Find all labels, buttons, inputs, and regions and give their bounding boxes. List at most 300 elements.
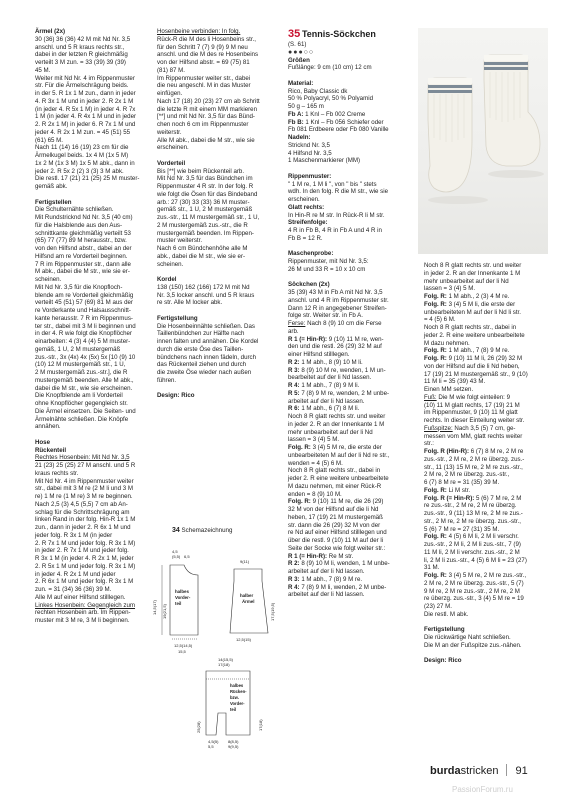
schema-h-left: 25(28) (196, 721, 201, 733)
text-line: Folg. R: Li M str. (424, 486, 471, 494)
text-line: jeder 2. R 5x 2 (2) 3 (3) 3 M abk. (35, 167, 124, 175)
text-line: einfügen. (157, 90, 183, 97)
text-line: (23) 27 M. (424, 603, 452, 610)
text-line: = 4 (5) 6 M. (424, 316, 456, 324)
text-line: annähen. (35, 423, 61, 431)
text-line: Maschenprobe: (288, 250, 334, 258)
text-line: " 1 M re, 1 M li ", von " bis " stets (288, 180, 377, 188)
text-line: heben, 17 (19) 21 M mustergemäß (288, 513, 383, 521)
brand-rest: stricken (460, 765, 499, 777)
schema-sleeve-line2: Ärmel (242, 599, 255, 604)
text-line: Ärmelnähte schließen. Die Knöpfe (35, 415, 129, 423)
text-line: Größen (288, 56, 310, 64)
text-line: scheinen. (157, 260, 184, 268)
text-line: Rippenmuster 4 R str. In der folg. R (157, 183, 254, 190)
schema-left-b: 19(21,5) (162, 604, 167, 619)
text-line: dabei die M str., wie sie erscheinen. (35, 384, 133, 392)
text-line: str., 11 (13) 15 M re, 2 M re zus.-str., (424, 463, 523, 471)
schema-drawing (150, 535, 288, 765)
text-line: re überzg. zus.-str., 3 (4) 5 M re = 19 (424, 595, 524, 603)
text-line: R 3x 1 M (in jeder 4. R 2x 1 M, jeder (35, 555, 134, 562)
text-line: Fertigstellung (157, 314, 198, 322)
text-line: 7 R im Rippenmuster str., dann alle (35, 260, 131, 268)
text-line: Kordel (157, 276, 177, 283)
text-line: jeder 2. R eine weitere unbearbeitete (288, 475, 389, 482)
text-line: das Rückenteil ziehen und durch (157, 361, 247, 369)
text-line: R 4: 7 (8) 9 M li, wenden, 2 M unbe- (288, 583, 387, 591)
section-title: Tennis-Söckchen (301, 29, 376, 39)
text-line: weiterstr. (157, 128, 182, 136)
schema-number: 34 (172, 527, 180, 534)
text-line: (10) 12 M mustergemäß str., 1 U, (35, 361, 126, 369)
text-line: über die restl. 9 (10) 11 M auf der li (288, 537, 384, 544)
schema-h-bot-a: 4,5(5) (208, 739, 219, 744)
text-line (288, 165, 413, 173)
text-line: bearbeitet auf der li Nd lassen. (288, 374, 372, 382)
text-line: 1 M (in jeder 4. R 4x 1 M und in jeder (35, 113, 137, 121)
text-line: M abk., dabei die M str., wie sie er- (35, 268, 130, 276)
text-line: Einen MM setzen. (424, 386, 474, 393)
text-line: (61) 65 M. (35, 136, 63, 144)
text-line: zus.-str., 2 M li, 2 M li zus.-str., 7 (9) (424, 541, 521, 548)
text-line: 138 (150) 162 (166) 172 M mit Nd (157, 283, 250, 291)
text-line: mustergemäß beenden. Im Rippen- (157, 229, 254, 237)
text-line: R 4: 1 M abh., 7 (8) 9 M li. (288, 382, 360, 389)
schema-arm-bot: 12,5(15) (236, 637, 251, 642)
text-line: Noch 8 R glatt rechts str. und weiter (424, 262, 522, 269)
text-line: Fb B: 1 Knl – Fb 056 Schiefer oder (288, 118, 384, 126)
text-line: 9 M re, 2 M re zus.-str., 2 M re, 2 M (424, 587, 520, 595)
text-line: wenden = 4 (5) 6 M. (288, 459, 343, 467)
text-line: Nach 6 cm Bündchenhöhe alle M (157, 245, 248, 252)
text-line: muster weiterstr. (157, 237, 203, 245)
text-line: Folg. R (Hin-R): 6 (7) 8 M re, 2 M re (424, 448, 524, 455)
text-line: von den Hilfsnd abstr., dabei an der (35, 245, 132, 252)
text-line: 32 M von der Hilfsnd auf die li Nd (288, 506, 379, 513)
text-line: ohne Knopflöcher gegengleich str. (35, 400, 128, 407)
text-line: Folg. R (= Hin-R): 5 (6) 7 M re, 2 M (424, 494, 522, 502)
text-line: 2 M mustergemäß zus.-str.], die R (35, 369, 128, 376)
schema-top-b: (5,5) (172, 554, 181, 559)
watermark: PassionForum.ru (452, 785, 513, 794)
schema-h-bot-c: 8(8,5) (228, 739, 239, 744)
schema-label: Schemazeichnung (181, 527, 233, 534)
text-line: von der Hilfsnd auf die li Nd heben, (424, 362, 520, 370)
schema-trousers-line4: Vorder- (230, 701, 245, 706)
text-line: Linkes Hosenbein: Gegengleich zum (35, 601, 136, 609)
text-line (35, 191, 155, 199)
text-line: dabei in der letzten R gleichmäßig (35, 51, 128, 59)
text-line: abk., dabei die M str., wie sie er- (157, 252, 246, 260)
text-line: str. Für die Ärmelschrägung beids. (35, 82, 129, 90)
text-line: unbearbeiteten M auf der li Nd li str. (424, 308, 521, 316)
text-line: Mit Rundstricknd Nd Nr. 3,5 (40 cm) (35, 214, 133, 221)
text-line: arbeitet auf der li Nd lassen. (288, 568, 365, 575)
text-line: chen noch 6 cm im Rippenmuster (157, 121, 249, 128)
text-line: Die Ärmel einsetzen. Die Seiten- und (35, 407, 136, 415)
schema-h-top: 14(15,5) (218, 657, 233, 662)
text-line: Folg. R: 9 (10) 11 M re, die 26 (29) (288, 498, 384, 506)
text-line: Mit Nd Nr. 3,5 für die Knopfloch- (35, 283, 123, 291)
text-line: in der 4. R wie folgt die Knopflöcher (35, 330, 132, 338)
text-line: den und die restl. 26 (29) 32 M auf (288, 343, 382, 351)
schema-front-line2: Vorder- (175, 595, 191, 600)
text-column-2 (157, 28, 277, 503)
text-line: str., 2 M re, 2 M re überzg. zus.-str., (424, 517, 521, 525)
text-line: Fußspitze: Nach 3,5 (5) 7 cm, ge- (424, 424, 516, 432)
schema-top-a: 4,5 (172, 549, 178, 554)
text-line: bündchens nach innen fädeln, durch (157, 353, 257, 361)
text-line: Rippenmuster: (288, 172, 332, 180)
text-line (35, 431, 155, 439)
text-line: Nadeln: (288, 134, 311, 141)
text-line: (65) 77 (77) 89 M herausstr., bzw. (35, 237, 127, 245)
text-line: Nach 2,5 (3) 4,5 (5,5) 7 cm ab An- (35, 500, 128, 508)
text-line: linken Rand in der folg. Hin-R 1x 1 M (35, 516, 136, 524)
text-line: zus.-str., 9 (11) 13 M re, 2 M re zus.- (424, 510, 523, 517)
brand-bold: burda (430, 765, 461, 777)
text-line: rechts. In dieser Einteilung weiter str. (424, 417, 525, 424)
text-line: mustergemäß beenden. Alle M abk., (35, 376, 134, 384)
schema-arm-top: 9(11) (240, 559, 250, 564)
text-line: 2 M re, 2 M re überzg. zus.-str., 5 (7) (424, 579, 524, 587)
text-line: Hose (35, 438, 51, 446)
text-line: erscheinen. (288, 196, 320, 203)
schema-caption (172, 527, 232, 534)
text-line: Fertigstellung (424, 626, 465, 634)
text-line: Nach 17 (18) 20 (23) 27 cm ab Schritt (157, 97, 260, 105)
text-line: R 1 (= Hin-R): 9 (10) 11 M re, wen- (288, 335, 384, 343)
text-line: Seite der Socke wie folgt weiter str.: (288, 544, 386, 552)
section-number: 35 (288, 28, 301, 40)
text-line: innen falten und annähen. Die Kordel (157, 338, 259, 345)
text-line (288, 274, 413, 282)
text-line: Folg. R: 4 (5) 6 M li, 2 M li verschr. (424, 533, 519, 541)
text-line: R 2: 8 (9) 10 M li, wenden, 1 M unbe- (288, 560, 390, 568)
text-line: Die Hosenbeinnähte schließen. Das (157, 322, 255, 330)
text-line: 21 (23) 25 (25) 27 M anschl. und 5 R (35, 462, 136, 469)
text-line: 2. R 6x 1 M und jeder folg. R 3x 1 M (35, 578, 134, 586)
text-column-3-body (288, 41, 413, 599)
text-line (424, 650, 542, 658)
text-line: für den Schritt 7 (7) 9 (9) 9 M neu (157, 43, 248, 51)
text-line: verteilt 3 M zun. = 33 (39) 39 (39) (35, 59, 126, 66)
text-line: Taillenbündchen zur Hälfte nach (157, 330, 245, 338)
text-line: Fb B = 12 R. (288, 234, 323, 242)
text-line: durch die erste Öse des Taillen- (157, 345, 244, 353)
text-line: in jeder 2. R an der Innenkante 1 M (288, 420, 385, 428)
text-line: führen. (157, 376, 177, 384)
text-line: jeder folg. R 3x 1 M (in jeder (35, 531, 113, 539)
text-line: Folg. R: 3 (4) 5 M re, die erste der (288, 444, 382, 451)
text-line: 2. R 7x 1 M und jeder folg. R 3x 1 M) (35, 539, 136, 547)
text-line: Ärmelkugel beids. 1x 4 M (1x 5 M) (35, 152, 129, 159)
text-line: 31 M. (424, 564, 440, 572)
text-line: Die rückwärtige Naht schließen. (424, 634, 511, 641)
sock-right (484, 55, 540, 166)
text-line: Bis [**] wie beim Rückenteil arb. (157, 167, 245, 175)
text-line: str.: (424, 440, 434, 448)
text-line: gemäß str., 1 U, 2 M mustergemäß (157, 206, 253, 214)
schema-h-bot-d: 9(9,5) (228, 744, 239, 749)
text-line: (in jeder 4. R 5x 1 M) in jeder 4. R 7x (35, 105, 136, 113)
text-line: anschl. und 5 R kraus rechts str., (35, 43, 125, 51)
text-line: 2. R 2x 1 M) in jeder 6. R 7x 1 M und (35, 121, 136, 128)
text-line: für die Halsblende aus den Aus- (35, 221, 123, 229)
text-line: Noch 8 R glatt rechts str., dabei in (424, 324, 517, 331)
text-line: Alle M abk., dabei die M str., wie sie (157, 136, 255, 144)
text-line: Alle M auf einer Hilfsnd stilllegen. (35, 593, 126, 601)
text-line: Die restl. M abk. (424, 610, 469, 618)
text-line: (10) 11 M glatt rechts, 17 (19) 21 M (424, 401, 520, 409)
text-line: Fußlänge: 9 cm (10 cm) 12 cm (288, 64, 372, 72)
text-line (288, 243, 413, 251)
text-line: 11 M li, 2 M li verschr. zus.-str., 2 M (424, 548, 520, 556)
text-line: Noch 8 R glatt rechts str. und weiter (288, 413, 386, 420)
text-line: Im Rippenmuster weiter str., dabei (157, 74, 251, 82)
text-line: Ärmel (2x) (35, 28, 66, 35)
text-line (157, 268, 277, 276)
text-line: Dann 12 R in angegebener Streifen- (288, 304, 387, 312)
text-line: re) 1 M re (1 M re) 3 M re beginnen. (35, 493, 133, 500)
text-line: lassen = 3 (4) 5 M. (424, 285, 476, 293)
schema-trousers-line3: bzw. (230, 695, 239, 700)
text-line: Mit Nd Nr. 3,5 für das Bündchen im (157, 175, 253, 183)
text-line: Die restl. 17 (21) 21 (25) 25 M muster- (35, 175, 140, 183)
text-line: Fuß: Die M wie folgt einteilen: 9 (424, 393, 511, 401)
text-line: M dazu nehmen. (424, 339, 470, 347)
text-line: Rippenmuster, mit Nd Nr. 3,5: (288, 258, 369, 265)
schema-left-a: 14,5(17) (152, 600, 157, 615)
text-line: 2 M re, 2 M re überzg. zus.-str., (424, 471, 510, 479)
text-line: im Rippenmuster, 9 (10) 11 M glatt (424, 409, 518, 417)
text-line: einer Hilfsnd stilllegen. (288, 351, 350, 358)
text-line: Folg. R: 1 M abh., 7 (8) 9 M re. (424, 347, 510, 355)
text-column-1 (35, 28, 155, 668)
text-line: schlag für die Schrittschrägung am (35, 508, 130, 516)
text-line: re Vorderkante und Halsausschnitt- (35, 307, 131, 314)
text-line: 4 Hilfsnd Nr. 3,5 (288, 149, 332, 157)
text-line: 1x 2 M (1x 3 M) 1x 5 M abk., dann in (35, 159, 135, 167)
text-line: R 3: 8 (9) 10 M re, wenden, 1 M un- (288, 366, 386, 374)
text-line: anschl. und die M des re Hosenbeins (157, 51, 259, 59)
text-line: Design: Rico (424, 657, 462, 665)
schema-trousers-label (230, 683, 247, 712)
text-line: li, 2 M li zus.-str., 4 (5) 6 M li = 23 (27) (424, 556, 527, 564)
text-line: re Nd auf einer Hilfsnd stilllegen und (288, 529, 387, 537)
footer-divider (506, 764, 507, 776)
text-line: Mit Nd Nr. 4 im Rippenmuster weiter (35, 477, 134, 485)
text-line: in der 5. R 1x 1 M zun., dann in jeder (35, 90, 136, 97)
text-line: 11 M li = 35 (39) 43 M. (424, 378, 486, 386)
text-line: mehr unbearbeitet auf der li Nd (288, 428, 373, 436)
section-heading (288, 28, 413, 41)
text-line: R 1 (= Hin-R): Re M str. (288, 552, 354, 560)
schema-trousers-line5: teil (230, 707, 237, 712)
text-line: anschl. und 4 R im Rippenmuster str. (288, 296, 389, 304)
text-line (157, 152, 277, 160)
text-line: von der Hilfsnd abstr. = 69 (75) 81 (157, 59, 250, 66)
schema-sleeve-label (240, 593, 254, 604)
text-line: die neu angeschl. M in das Muster (157, 82, 251, 90)
text-line: Rechtes Hosenbein: Mit Nd Nr. 3,5 (35, 454, 130, 462)
text-line: R 5: 7 (8) 9 M re, wenden, 2 M unbe- (288, 389, 390, 397)
text-line: Die Knopfblende am li Vorderteil (35, 392, 123, 400)
text-line: (81) 87 M. (157, 66, 185, 74)
text-line: zus.-str., 11 M mustergemäß str., 1 U, (157, 214, 260, 221)
text-line: 30 (36) 36 (36) 42 M mit Nd Nr. 3,5 (35, 35, 131, 43)
text-column-4 (424, 262, 542, 722)
text-line: re zus.-str., 2 M re, 2 M re überzg. (424, 502, 517, 510)
text-line: zun., dann in jeder 2. R 6x 1 M und (35, 524, 131, 531)
text-line: muster mit 3 M re, 3 M li beginnen. (35, 617, 130, 624)
text-line: Rück-R die M des li Hosenbeins str., (157, 35, 256, 43)
text-line (157, 385, 277, 393)
schema-h-top2: 17(18) (218, 662, 230, 667)
text-line: Nr. 3,5 locker anschl. und 5 R kraus (157, 291, 255, 299)
schema-front-line3: teil (175, 601, 182, 606)
text-line: die letzte R mit einem MM markieren (157, 105, 257, 113)
text-line: wie folgt die Ösen für das Bindeband (157, 190, 258, 198)
text-line: Stricknd Nr. 3,5 (288, 141, 330, 149)
text-line: Folg. R: 1 M abh., 2 (3) 4 M re. (424, 293, 510, 300)
text-line: jeder 4. R 2x 1 M zun. = 45 (51) 55 (35, 128, 131, 136)
text-line: 4. R 3x 1 M und in jeder 2. R 2x 1 M (35, 97, 134, 105)
text-line: 50 g – 165 m (288, 103, 324, 110)
text-line: R 2: 1 M abh., 8 (9) 10 M li. (288, 358, 363, 366)
text-line: zun. = 31 (34) 36 (36) 39 M. (35, 586, 112, 593)
text-line: 35 (39) 43 M in Fb A mit Nd Nr. 3,5 (288, 289, 383, 296)
text-line: mehr unbearbeitet auf der li Nd (424, 277, 509, 285)
text-line: schnittkante gleichmäßig verteilt 53 (35, 229, 131, 237)
schema-sleeve-line1: halber (240, 593, 254, 598)
text-line: kraus rechts str. (35, 469, 79, 477)
text-line: Fb 081 Erdbeere oder Fb 080 Vanille (288, 126, 389, 134)
schema-front-line1: halbes (175, 589, 189, 594)
text-line: (S. 61) (288, 41, 307, 48)
schema-trousers-line1: halbes (230, 683, 244, 688)
text-line: Folg. R: 3 (4) 5 M re, 2 M re zus.-str., (424, 572, 527, 579)
text-line: jeder 2. R eine weitere unbearbeitete (424, 331, 525, 339)
text-line: Glatt rechts: (288, 203, 325, 211)
schema-front-label (175, 589, 191, 606)
text-line: 45 M. (35, 66, 51, 74)
text-line: Design: Rico (157, 392, 195, 400)
text-column-3 (288, 28, 413, 599)
text-line (288, 72, 413, 80)
text-line: arb.: 27 (30) 33 (33) 36 M muster- (157, 198, 250, 206)
text-line: 2 M mustergemäß zus.-str., die R (157, 221, 248, 229)
sock-left (428, 78, 472, 192)
schema-arm-mid: 17,5(19,5) (270, 602, 275, 621)
page-footer (430, 764, 528, 777)
schema-h-bot-b: 5,5 (208, 744, 214, 749)
text-line: Nach 11 (14) 16 (19) 23 cm für die (35, 144, 129, 152)
text-line: 17 (19) 21 M mustergemäß str., 9 (10) (424, 370, 528, 378)
text-line: 26 M und 33 R = 10 x 10 cm (288, 265, 366, 273)
text-line: re str. Alle M locker abk. (157, 299, 223, 307)
schema-bot-w: 12,5(14,5) (174, 643, 193, 648)
text-line: lassen = 3 (4) 5 M. (288, 436, 340, 444)
text-line: unbearbeiteten M auf der li Nd re str., (288, 451, 390, 459)
schema-top-c: 6,5 (184, 554, 190, 559)
text-line: in jeder 2. R 7x 1 M und jeder folg. (35, 547, 129, 555)
text-line: in jeder 4. R 2x 1 M und jeder (35, 570, 116, 578)
text-line: arbeitet auf der li Nd lassen. (288, 397, 365, 405)
text-line: in jeder 2. R an der Innenkante 1 M (424, 269, 521, 277)
text-line: gemäß abk. (35, 183, 68, 190)
text-line: Ferse: Nach 8 (9) 10 cm die Ferse (288, 320, 382, 327)
text-line: arb. (288, 327, 299, 335)
text-line: blende am re Vorderteil gleichmäßig (35, 291, 134, 299)
text-line: erscheinen. (157, 144, 189, 152)
text-line: 5 (6) 7 M re = 27 (31) 35 M. (424, 525, 500, 533)
text-line: Noch 8 R glatt rechts str., dabei in (288, 467, 381, 475)
schema-h-mid: 17(18) (258, 719, 263, 731)
text-line: Folg. R: 9 (10) 11 M li, 26 (29) 32 M (424, 355, 523, 362)
text-line: Die Schulternähte schließen. (35, 206, 114, 214)
text-line: kante herausstr. 7 R im Rippenmus- (35, 314, 133, 322)
text-line: Streifenfolge: (288, 219, 328, 227)
text-line: Hosenbeine verbinden: In folg. (157, 28, 241, 35)
text-line: Fb A: 1 Knl – Fb 002 Creme (288, 110, 366, 118)
text-line: Weiter mit Nd Nr. 4 im Rippenmuster (35, 74, 135, 82)
text-line: messen vom MM, glatt rechts weiter (424, 432, 523, 440)
text-line: M dazu nehmen, mit einer Rück-R (288, 482, 382, 490)
schema-bot-w2: 15,5 (178, 649, 186, 654)
text-line: Hilfsnd am re Vorderteil beginnen. (35, 252, 128, 260)
text-line: Die M an der Fußspitze zus.-nähen. (424, 641, 522, 649)
text-line (424, 619, 542, 627)
text-line: ●●●○○ (288, 48, 315, 56)
text-line: Vorderteil (157, 159, 186, 167)
text-line: str. dann die 26 (29) 32 M von der (288, 521, 381, 529)
text-line (157, 307, 277, 315)
text-line: R 6: 1 M abh., 6 (7) 8 M li. (288, 405, 360, 413)
text-line: rechten Hosenbein arb. Im Rippen- (35, 609, 131, 617)
text-line: verteilt 45 (51) 57 (69) 81 M aus der (35, 299, 133, 307)
text-line: scheinen. (35, 276, 62, 283)
text-line: Söckchen (2x) (288, 281, 330, 289)
text-line: 50 % Polyacryl, 50 % Polyamid (288, 95, 373, 103)
text-line: 6 (7) 8 M re = 31 (35) 39 M. (424, 479, 500, 486)
text-line: str., dabei mit 3 M re (2 M li und 3 M (35, 485, 133, 493)
text-line: gemäß, 1 U, 2 M mustergemäß (35, 345, 121, 353)
text-line: einarbeiten: 4 (3) 4 (4) 5 M muster- (35, 338, 131, 345)
text-line: 4 R in Fb B, 4 R in Fb A und 4 R in (288, 227, 382, 234)
text-line: [**] und mit Nd Nr. 3,5 für das Bünd- (157, 113, 255, 121)
text-line: die zweite Öse wieder nach außen (157, 369, 252, 376)
text-line: Fertigstellen (35, 198, 72, 206)
text-line: zus.-str., 3x (4x) 4x (5x) 5x [10 (9) 10 (35, 353, 136, 361)
socks-photo (418, 28, 548, 254)
text-line: zus.-str., 2 M re, 2 M re überzg. zus.- (424, 455, 525, 463)
text-line: wdh. In den folg. R die M str., wie sie (288, 188, 389, 196)
text-line: Folg. R: 3 (4) 5 M li, die erste der (424, 300, 516, 308)
text-line: R 3: 1 M abh., 7 (8) 9 M re. (288, 575, 363, 583)
text-line: arbeitet auf der li Nd lassen. (288, 591, 365, 599)
text-line: 2. R 5x 1 M und jeder folg. R 3x 1 M) (35, 562, 136, 570)
text-line: Material: (288, 79, 314, 87)
text-line: ter str., dabei mit 3 M li beginnen und (35, 322, 136, 330)
page-number: 91 (515, 765, 528, 777)
text-line: Rico, Baby Classic dk (288, 87, 348, 95)
text-line: 1 Maschenmarkierer (MM) (288, 157, 360, 165)
text-line: Rückenteil (35, 446, 67, 454)
text-line: folge str. Weiter str. in Fb A. (288, 312, 363, 320)
schema-trousers-line2: Rücken- (230, 689, 247, 694)
text-line: enden = 8 (9) 10 M. (288, 490, 342, 498)
